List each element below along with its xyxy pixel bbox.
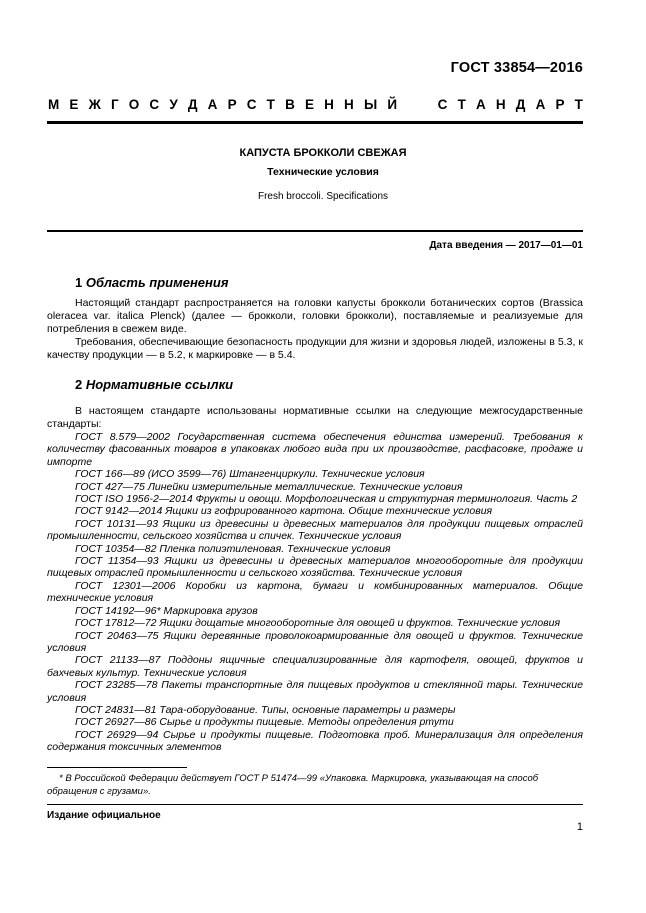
footnote <box>47 772 583 798</box>
reference-item: ГОСТ 166—89 (ИСО 3599—76) Штангенциркули. Технические условия <box>75 468 425 481</box>
section-2-number: 2 <box>75 377 86 392</box>
banner-letter: М <box>48 97 60 112</box>
official-edition-label: Издание официальное <box>47 810 161 821</box>
title-rule <box>47 230 583 232</box>
banner-letter: Н <box>324 97 334 112</box>
header-rule <box>47 121 583 124</box>
reference-item: ГОСТ 11354—93 Ящики из древесины и древесных материалов многооборотные для продукции пищевых отраслей промышленности и сельского хозяйства. Технические условия <box>47 555 583 580</box>
banner-letter: С <box>246 97 257 112</box>
reference-item: ГОСТ 20463—75 Ящики деревянные проволокоармированные для овощей и фруктов. Технические условия <box>47 629 583 654</box>
banner-letter: Д <box>515 97 526 112</box>
standard-banner <box>48 97 583 112</box>
introduction-date: Дата введения — 2017—01—01 <box>429 240 583 251</box>
banner-letter: Р <box>555 97 565 112</box>
references-list <box>47 405 583 754</box>
reference-item: ГОСТ 26927—86 Сырье и продукты пищевые. Методы определения ртути <box>75 716 454 729</box>
section-2-heading <box>75 377 233 392</box>
reference-item: ГОСТ 21133—87 Поддоны ящичные специализированные для картофеля, овощей, фруктов и бахчевых культур. Технические условия <box>47 654 583 679</box>
scope-paragraph-2: Требования, обеспечивающие безопасность продукции для жизни и здоровья людей, изложены в 5.3, к качеству продукции — в 5.2, к маркировке — в 5.4. <box>47 336 583 361</box>
reference-item: ГОСТ ISO 1956-2—2014 Фрукты и овощи. Морфологическая и структурная терминология. Часть 2 <box>75 493 578 506</box>
section-1-number: 1 <box>75 275 86 290</box>
banner-letter: А <box>535 97 546 112</box>
reference-item: ГОСТ 10354—82 Пленка полиэтиленовая. Технические условия <box>75 542 391 555</box>
section-2-title: Нормативные ссылки <box>85 377 234 392</box>
banner-letter: Т <box>574 97 583 112</box>
reference-item: ГОСТ 26929—94 Сырье и продукты пищевые. Подготовка проб. Минерализация для определения содержания токсичных элементов <box>47 728 583 754</box>
banner-letter: Г <box>110 97 119 112</box>
reference-item: ГОСТ 10131—93 Ящики из древесины и древесных материалов для продукции пищевых отраслей промышленности, сельского хозяйства и спичек. Технические условия <box>47 517 583 543</box>
banner-letter: Ы <box>363 97 378 112</box>
banner-letter: У <box>169 97 178 112</box>
banner-letter: С <box>437 97 448 112</box>
banner-letter: Е <box>304 97 314 112</box>
footnote-rule <box>47 767 187 768</box>
reference-item: ГОСТ 23285—78 Пакеты транспортные для пищевых продуктов и стеклянной тары. Технические условия <box>47 679 583 704</box>
section-1-body <box>47 297 583 362</box>
footnote-text: * В Российской Федерации действует ГОСТ Р 51474—99 «Упаковка. Маркировка, указывающая на способ обращения с грузами». <box>47 773 539 797</box>
banner-letter: Т <box>266 97 275 112</box>
section-1-heading <box>75 275 228 290</box>
banner-letter: Й <box>387 97 398 112</box>
reference-item: ГОСТ 17812—72 Ящики дощатые многооборотные для овощей и фруктов. Технические условия <box>75 617 561 630</box>
page-number: 1 <box>576 821 583 833</box>
reference-item: ГОСТ 14192—96* Маркировка грузов <box>75 604 258 617</box>
banner-letter: Н <box>344 97 354 112</box>
document-code: ГОСТ 33854—2016 <box>450 60 583 76</box>
banner-letter: А <box>207 97 218 112</box>
scope-paragraph-1: Настоящий стандарт распространяется на головки капусты брокколи ботанических сортов (Brassica oleracea var. italica Plenck) (далее — брокколи, головки брокколи), поставляемые и реализуемые для потребления в свежем виде. <box>47 297 583 335</box>
document-subtitle: Технические условия <box>267 166 379 178</box>
section-1-title: Область применения <box>85 275 229 290</box>
banner-letter: Т <box>457 97 466 112</box>
reference-item: ГОСТ 8.579—2002 Государственная система обеспечения единства измерений. Требования к количеству фасованных товаров в упаковках любого вида при их производстве, расфасовке, продаже и импорте <box>47 431 583 468</box>
document-title: КАПУСТА БРОККОЛИ СВЕЖАЯ <box>239 147 407 159</box>
banner-letter: Д <box>187 97 198 112</box>
banner-letter: Р <box>227 97 237 112</box>
banner-letter: С <box>149 97 160 112</box>
english-title: Fresh broccoli. Specifications <box>257 191 389 202</box>
banner-letter: А <box>475 97 486 112</box>
reference-item: ГОСТ 427—75 Линейки измерительные металлические. Технические условия <box>75 480 463 493</box>
banner-letter: В <box>285 97 295 112</box>
banner-letter: Е <box>69 97 79 112</box>
banner-letter: Ж <box>88 97 101 112</box>
references-intro: В настоящем стандарте использованы нормативные ссылки на следующие межгосударственные стандарты: <box>47 405 583 430</box>
banner-letter: Н <box>495 97 506 112</box>
reference-item: ГОСТ 9142—2014 Ящики из гофрированного картона. Общие технические условия <box>75 505 493 518</box>
banner-letter: О <box>128 97 140 112</box>
footer-rule <box>47 804 583 805</box>
reference-item: ГОСТ 24831—81 Тара-оборудование. Типы, основные параметры и размеры <box>75 703 456 716</box>
reference-item: ГОСТ 12301—2006 Коробки из картона, бумаги и комбинированных материалов. Общие технические условия <box>47 579 583 605</box>
